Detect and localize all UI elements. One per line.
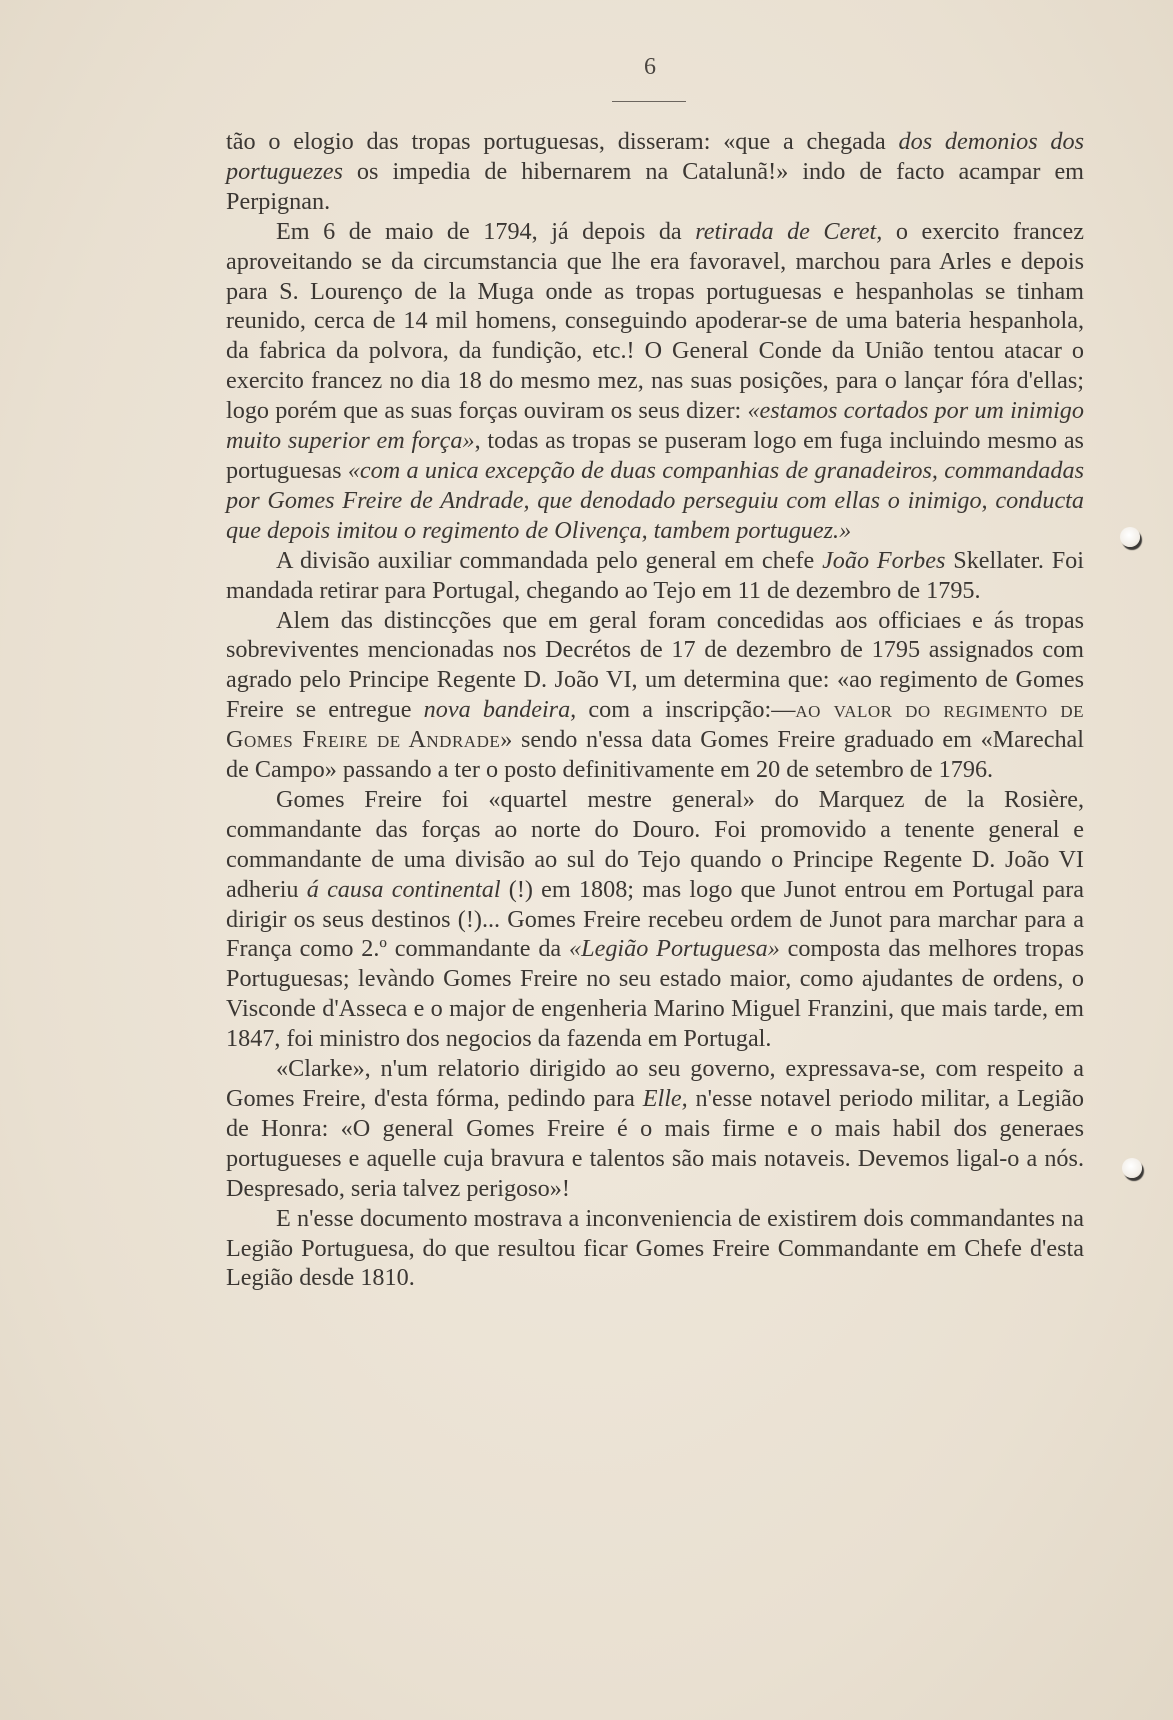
text-segment: E n'esse documento mostrava a inconveniencia de existirem dois commandantes na Legião Portuguesa, do que resultou ficar Gomes Freire Commandante em Chefe d'esta Legião desde 1810.: [226, 1204, 1084, 1292]
binding-hole-bottom: [1122, 1158, 1142, 1178]
paragraph-3: [226, 546, 1084, 606]
italic-text: á causa continental: [306, 875, 501, 903]
text-segment: A divisão auxiliar commandada pelo general em chefe: [276, 546, 823, 574]
text-segment: , todas as tropas se puseram logo em fuga incluindo mesmo as portuguesas: [226, 427, 1084, 484]
italic-text: João Forbes: [822, 546, 946, 574]
text-segment: tão o elogio das tropas portuguesas, disseram: «que a chegada: [226, 128, 899, 155]
italic-text: retirada de Ceret,: [695, 217, 883, 245]
paragraph-6: [226, 1054, 1084, 1204]
text-segment: Gomes Freire foi «quartel mestre general» do Marquez de la Rosière, commandante das forças ao norte do Douro. Foi promovido a tenente general e commandante de uma divisão ao sul do Tejo quando o Principe Regente D. João VI adheriu: [226, 785, 1084, 903]
italic-text: nova bandeira,: [423, 696, 577, 724]
small-caps-text: ao valor do regimento de Gomes Freire de Andrade: [226, 696, 1084, 754]
text-segment: Em 6 de maio de 1794, já depois da: [276, 217, 696, 245]
binding-hole-top: [1120, 527, 1140, 547]
text-segment: Skellater. Foi mandada retirar para Portugal, chegando ao Tejo em 11 de dezembro de 1795.: [226, 546, 1084, 604]
paragraph-5: [226, 785, 1084, 1054]
paragraph-2: [226, 217, 1084, 546]
text-segment: os impedia de hibernarem na Catalunã!» indo de facto acampar em Perpignan.: [226, 157, 1084, 215]
text-segment: » sendo n'essa data Gomes Freire graduado em «Marechal de Campo» passando a ter o posto definitivamente em 20 de setembro de 1796.: [226, 726, 1084, 784]
header-rule: [612, 101, 686, 102]
text-segment: n'esse notavel periodo militar, a Legião de Honra: «O general Gomes Freire é o mais firme e o mais habil dos generaes portugueses e aquelle cuja bravura e talentos são mais notaveis. Devemos ligal-o a nós. Despresado, seria talvez perigoso»!: [226, 1085, 1084, 1202]
italic-text: «Legião Portuguesa»: [569, 935, 780, 963]
text-segment: Alem das distincções que em geral foram concedidas aos officiaes e ás tropas sobreviventes mencionadas nos Decrétos de 17 de dezembro de 1795 assignados com agrado pelo Principe Regente D. João VI, um determina que: «ao regimento de Gomes Freire se entregue: [226, 606, 1084, 724]
text-segment: (!) em 1808; mas logo que Junot entrou em Portugal para dirigir os seus destinos (!)... Gomes Freire recebeu ordem de Junot para marchar para a França como 2.º commandante da: [226, 875, 1084, 963]
italic-text: «com a unica excepção de duas companhias de granadeiros, commandadas por Gomes Freire de Andrade, que denodado perseguiu com ellas o inimigo, conducta que depois imitou o regimento de Olivença, tambem portuguez.»: [226, 456, 1084, 544]
paragraph-7: [226, 1204, 1084, 1294]
italic-text: Elle,: [642, 1085, 688, 1112]
paragraph-1: [226, 127, 1084, 217]
page-number: 6: [644, 54, 656, 80]
italic-text: dos demonios dos portuguezes: [226, 128, 1084, 185]
text-segment: com a inscripção:—: [576, 696, 796, 724]
text-segment: «Clarke», n'um relatorio dirigido ao seu governo, expressava-se, com respeito a Gomes Freire, d'esta fórma, pedindo para: [226, 1055, 1084, 1112]
text-segment: o exercito francez aproveitando se da circumstancia que lhe era favoravel, marchou para Arles e depois para S. Lourenço de la Muga onde as tropas portuguesas e hespanholas se tinham reunido, cerca de 14 mil homens, conseguindo apoderar-se de uma bateria hespanhola, da fabrica da polvora, da fundição, etc.! O General Conde da União tentou atacar o exercito francez no dia 18 do mesmo mez, nas suas posições, para o lançar fóra d'ellas; logo porém que as suas forças ouviram os seus dizer:: [226, 217, 1084, 425]
body-text: [226, 127, 1084, 1293]
text-segment: composta das melhores tropas Portuguesas; levàndo Gomes Freire no seu estado maior, como ajudantes de ordens, o Visconde d'Asseca e o major de engenheria Marino Miguel Franzini, que mais tarde, em 1847, foi ministro dos negocios da fazenda em Portugal.: [226, 935, 1084, 1053]
paragraph-4: [226, 606, 1084, 785]
italic-text: «estamos cortados por um inimigo muito superior em força»: [226, 397, 1084, 455]
